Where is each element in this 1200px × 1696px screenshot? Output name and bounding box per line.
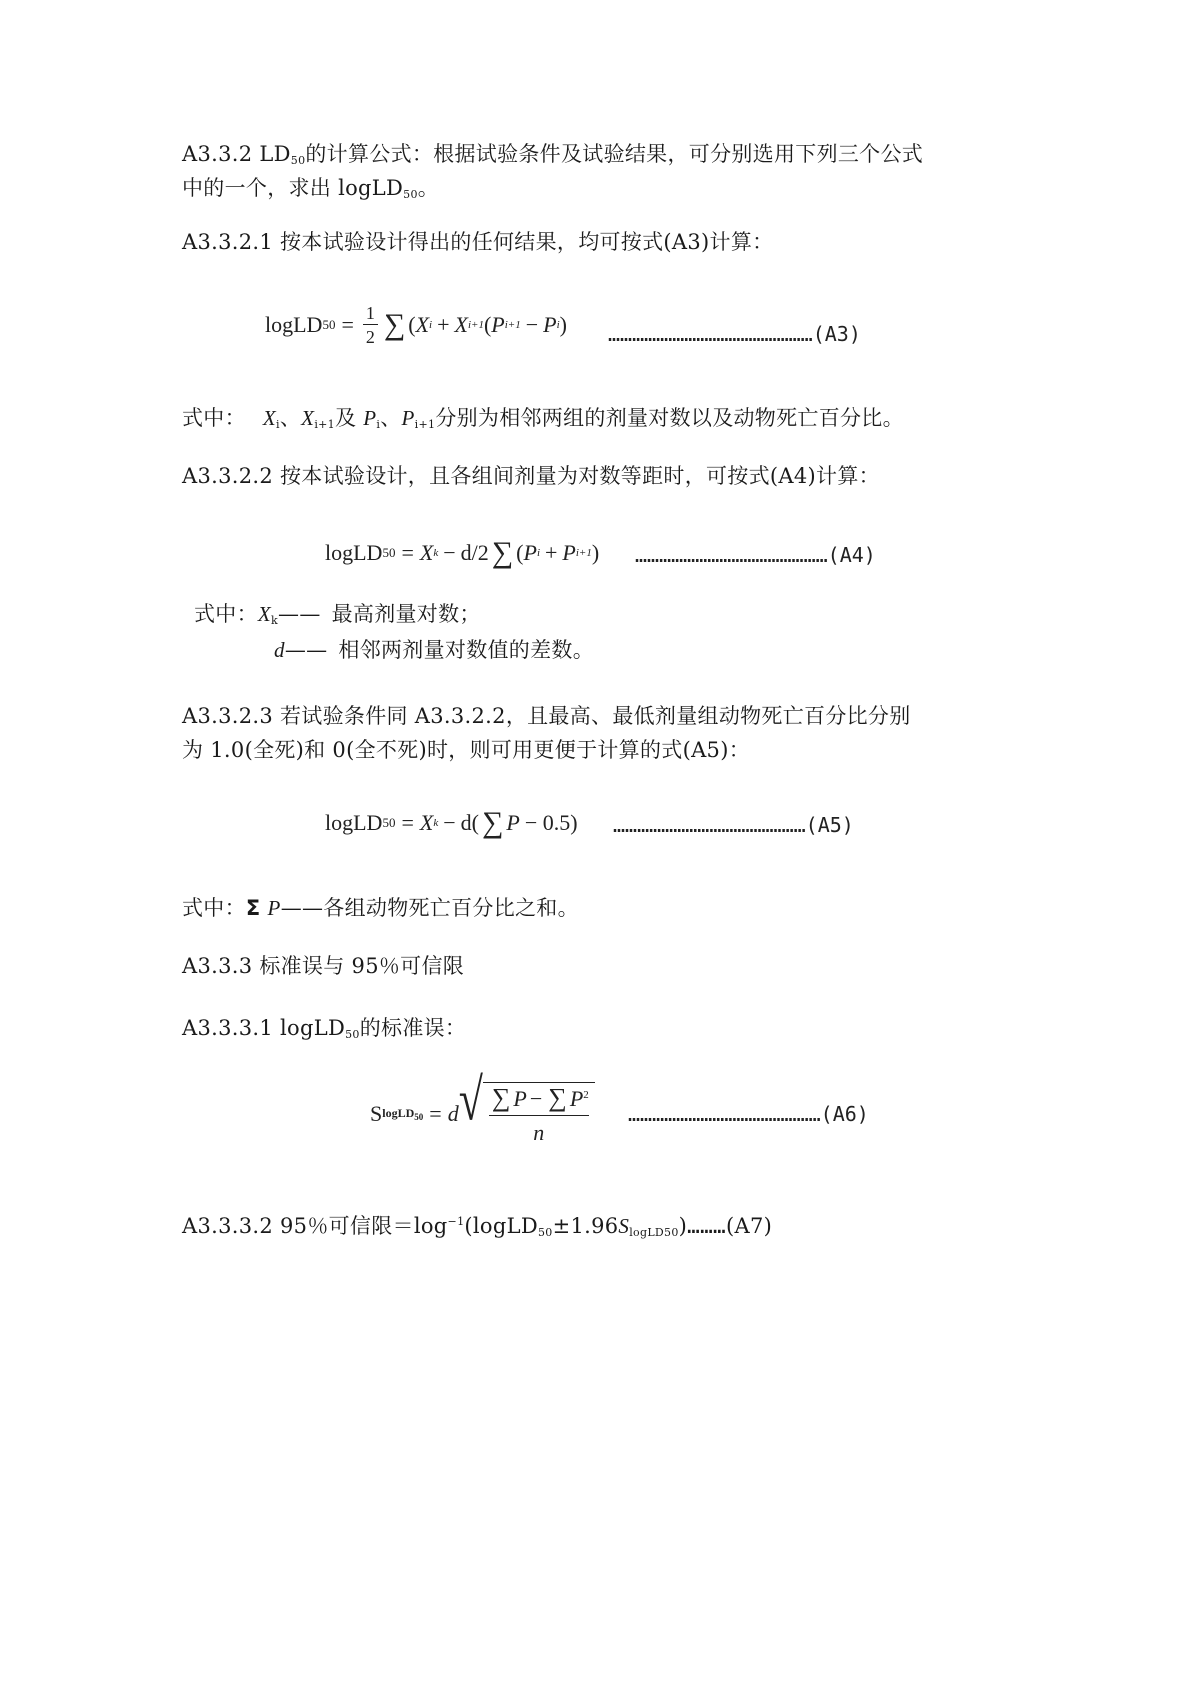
radical-sign-icon: √	[458, 1066, 483, 1133]
paragraph-a3-3-2-3-line1: A3.3.2.3 若试验条件同 A3.3.2.2，且最高、最低剂量组动物死亡百分比分别	[182, 704, 911, 728]
where-clause-a4-d: d—— 相邻两剂量对数值的差数。	[274, 638, 595, 662]
where-clause-a4-xk: 式中：$X_k——$ 最高剂量对数；	[194, 602, 481, 627]
heading-a3-3-3-2: A3.3.3.2 95％可信限$=\log^{-1}(logLD_{50}\pm 1.96S_{logLD50})\dots\dots\dots(A7)$	[182, 1214, 773, 1239]
paragraph-a3-3-2-line2: 中的一个，求出 logLD$_{50}$。	[182, 176, 440, 201]
equation-a3: logLD 50 = $\frac{1}{2}$ ∑ ( X i + X i+1 ( P i+1 − P i )	[265, 303, 567, 347]
paragraph-a3-3-2-line1: A3.3.2 $LD_{50}$的计算公式：根据试验条件及试验结果，可分别选用下列三个公式	[182, 142, 924, 167]
where-clause-a5: 式中：Σ P——各组动物死亡百分比之和。	[182, 896, 579, 920]
where-clause-a3: 式中： $X_i$、$X_{i+1}$及 $P_i$、$P_{i+1}$分别为相邻两组的剂量对数以及动物死亡百分比。	[182, 406, 904, 431]
equation-a6-leader: …………………………………………(A6)	[628, 1102, 869, 1126]
equation-a6: S logLD$_{50}$ = d √ $\frac{\sum P - \sum P^2}{n}$	[370, 1082, 595, 1146]
paragraph-a3-3-2-3-line2: 为 1.0(全死)和 0(全不死)时，则可用更便于计算的式(A5)：	[182, 738, 750, 762]
heading-a3-3-2-1: A3.3.2.1 按本试验设计得出的任何结果，均可按式(A3)计算：	[182, 230, 774, 254]
fraction-half: $\frac{1}{2}$	[363, 304, 378, 346]
heading-a3-3-3: A3.3.3 标准误与 95％可信限	[182, 954, 465, 978]
equation-a5-leader: …………………………………………(A5)	[613, 813, 854, 837]
equation-a3-leader: ……………………………………………(A3)	[608, 322, 861, 346]
square-root: √ $\frac{\sum P - \sum P^2}{n}$	[459, 1082, 595, 1146]
heading-a3-3-3-1: A3.3.3.1 logLD$_{50}$的标准误：	[182, 1016, 467, 1041]
equation-a4: logLD 50 = X k − d/2 ∑ ( P i + P i+1 )	[325, 536, 600, 569]
equation-a5: logLD 50 = X k − d( ∑ P − 0.5)	[325, 806, 578, 839]
equation-a4-leader: …………………………………………(A4)	[635, 543, 876, 567]
heading-a3-3-2-2: A3.3.2.2 按本试验设计，且各组间剂量为对数等距时，可按式(A4)计算：	[182, 464, 880, 488]
